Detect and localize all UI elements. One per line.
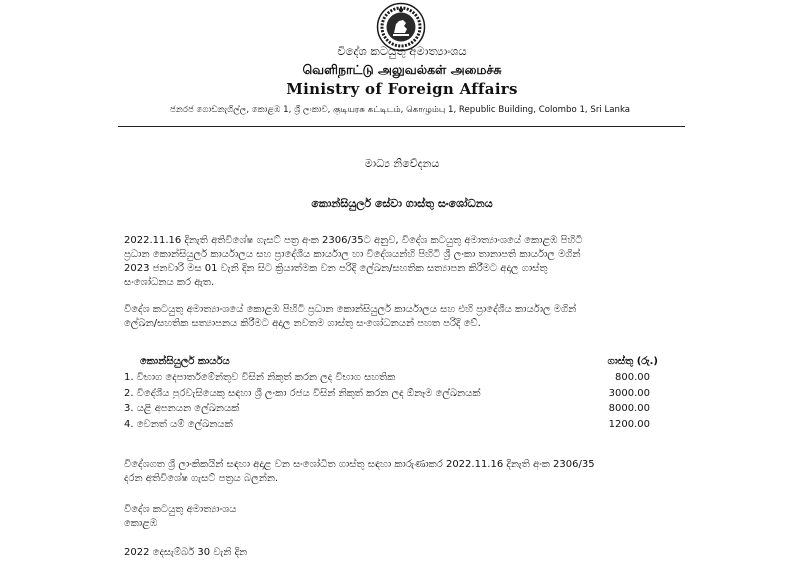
notice-heading: මාධ්‍ය නිවේදනය bbox=[364, 157, 440, 170]
paragraph-line: ප්‍රධාන කොන්සියුලර් කාර්යාලය සහ ප්‍රාදේශීය කාර්යාල හා විදේශයන්හි පිහිටි ශ්‍රී ලංකා තානාපති කාර්යාල මගින් bbox=[124, 249, 581, 260]
ministry-name-tamil: வெளிநாட்டு அலுவல்கள் அமைச்சு bbox=[302, 62, 502, 77]
fee-service: 2. විදේශීය පුරවැසියෙකු සඳහා ශ්‍රී ලංකා රජය විසින් නිකුත් කරන ලද ඕනෑම ලේඛනයක් bbox=[124, 387, 481, 399]
fee-amount: 3000.00 bbox=[608, 387, 650, 399]
paragraph-line: 2022.11.16 දිනැති අතිවිශේෂ ගැසට් පත්‍ර අංක 2306/35ට අනුව, විදේශ කටයුතු අමාත්‍යාංශයේ කොළඹ පිහිටි bbox=[124, 235, 583, 246]
paragraph-line: විදේශගත ශ්‍රී ලාංකිකයින් සඳහා අදාළ වන සංශෝධිත ගාස්තු සඳහා කාරුණාකර 2022.11.16 දිනැති අංක 2306/35 bbox=[124, 459, 595, 470]
fee-amount: 8000.00 bbox=[608, 403, 650, 414]
paragraph-line: දරන අතිවිශේෂ ගැසට් පත්‍රය බලන්න. bbox=[124, 473, 279, 484]
signoff-line: කොළඹ bbox=[124, 518, 158, 529]
paragraph-overseas-note bbox=[124, 458, 684, 486]
column-header-service: කොන්සියුලර් කාර්යය bbox=[140, 356, 230, 367]
fee-service: 1. විභාග දෙපාර්තමේන්තුව විසින් නිකුත් කරන ලද විභාග සහතික bbox=[124, 372, 396, 383]
paragraph-line: ලේඛන/සහතික සත්‍යාපනය කිරීමට අදාල නවතම ගාස්තු සංශෝධනයන් පහත පරිදි වේ. bbox=[124, 318, 481, 329]
paragraph-fee-intro bbox=[124, 303, 684, 331]
fee-row bbox=[124, 372, 664, 388]
notice-subject: කොන්සියුලර් සේවා ගාස්තු සංශෝධනය bbox=[311, 197, 493, 210]
letterhead-divider bbox=[118, 126, 685, 127]
signoff-line: විදේශ කටයුතු අමාත්‍යාංශය bbox=[124, 504, 237, 515]
fee-table-header bbox=[124, 356, 664, 372]
fee-row bbox=[124, 388, 664, 404]
issue-date: 2022 දෙසැම්බර් 30 වැනි දින bbox=[124, 547, 248, 558]
fee-amount: 800.00 bbox=[615, 372, 650, 383]
ministry-address: ජනරජ ගොඩනැගිල්ල, කොළඹ 1, ශ්‍රී ලංකාව, குடியரசு கட்டிடம், கொழும்பு 1, Republic Building, Colombo 1, Sri Lanka bbox=[170, 105, 631, 115]
column-header-fee: ගාස්තු (රු.) bbox=[607, 356, 658, 367]
paragraph-line: 2023 ජනවාරි මස 01 වැනි දින සිට ක්‍රියාත්මක වන පරිදි ලේඛන/සහතික සත්‍යාපන කිරීමට අදාල ගාස්තු bbox=[124, 263, 548, 274]
fee-table bbox=[124, 356, 664, 434]
signoff bbox=[124, 503, 684, 531]
fee-amount: 1200.00 bbox=[608, 418, 650, 430]
fee-row bbox=[124, 419, 664, 435]
fee-service: 3. යළි අපනයන ලේඛනයක් bbox=[124, 403, 240, 414]
ministry-name-english: Ministry of Foreign Affairs bbox=[286, 80, 518, 98]
paragraph-line: විදේශ කටයුතු අමාත්‍යාංශයේ කොළඹ පිහිටි ප්‍රධාන කොන්සියුලර් කාර්යාලය සහ එහි ප්‍රාදේශීය කාර්යාල මගින් bbox=[124, 304, 577, 315]
ministry-name-sinhala: විදේශ කටයුතු අමාත්‍යාංශය bbox=[337, 44, 467, 58]
paragraph-gazette-notice bbox=[124, 234, 684, 290]
fee-row bbox=[124, 403, 664, 419]
fee-service: 4. වෙනත් යම් ලේඛනයක් bbox=[124, 418, 233, 430]
paragraph-line: සංශෝධනය කර ඇත. bbox=[124, 277, 215, 288]
